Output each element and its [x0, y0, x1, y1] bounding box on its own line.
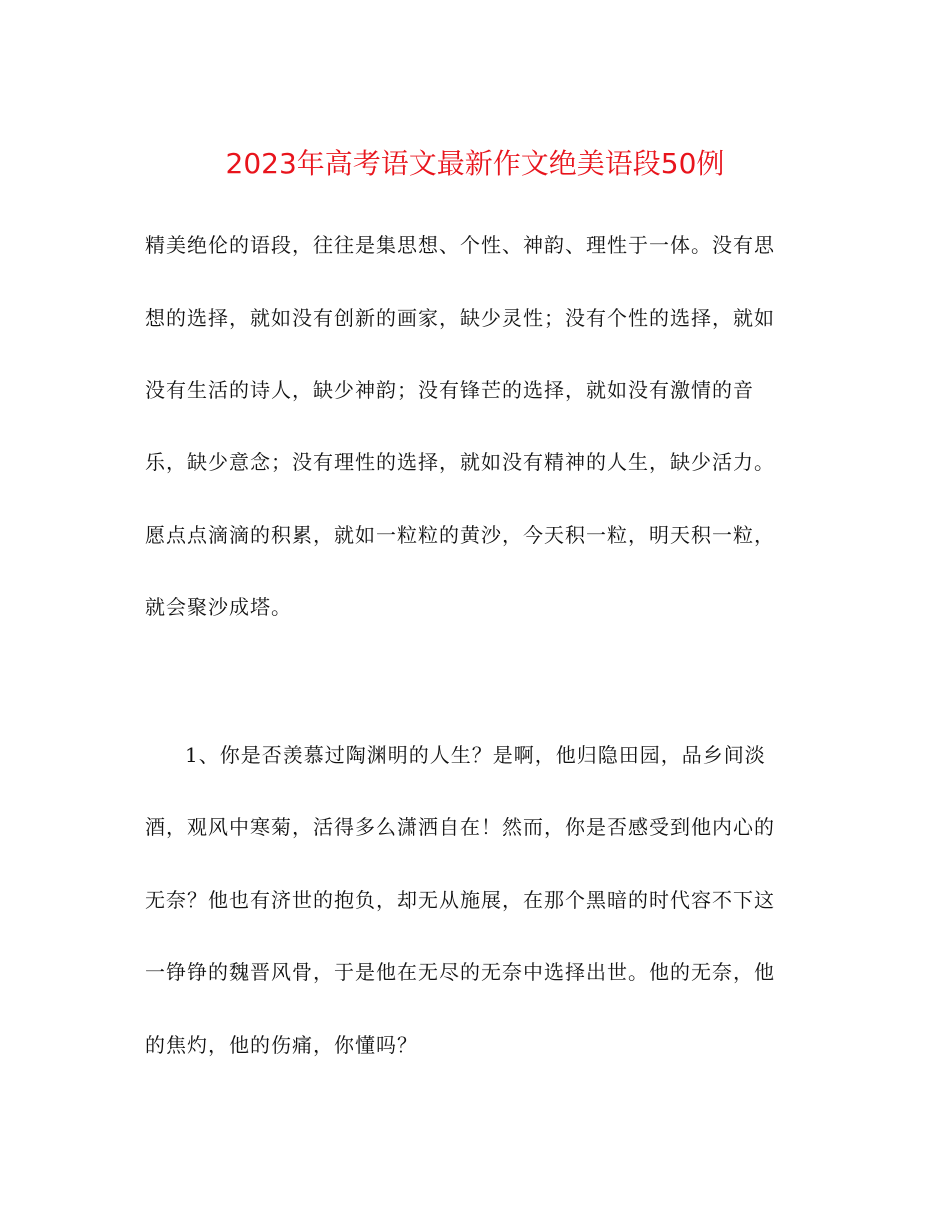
text-line: 的焦灼，他的伤痛，你懂吗？ — [145, 1033, 418, 1057]
text-line: 一铮铮的魏晋风骨，于是他在无尽的无奈中选择出世。他的无奈，他 — [145, 960, 775, 984]
text-line: 1、你是否羡慕过陶渊明的人生？是啊，他归隐田园，品乡间淡 — [185, 743, 766, 767]
text-line: 无奈？他也有济世的抱负，却无从施展，在那个黑暗的时代容不下这 — [145, 888, 775, 912]
text-line: 想的选择，就如没有创新的画家，缺少灵性；没有个性的选择，就如 — [145, 306, 775, 330]
text-line: 没有生活的诗人，缺少神韵；没有锋芒的选择，就如没有激情的音 — [145, 378, 754, 402]
document-title: 2023年高考语文最新作文绝美语段50例 — [225, 147, 725, 180]
text-line: 酒，观风中寒菊，活得多么潇洒自在！然而，你是否感受到他内心的 — [145, 815, 775, 839]
text-line: 精美绝伦的语段，往往是集思想、个性、神韵、理性于一体。没有思 — [145, 233, 775, 257]
text-line: 就会聚沙成塔。 — [145, 595, 292, 619]
text-line: 愿点点滴滴的积累，就如一粒粒的黄沙，今天积一粒，明天积一粒， — [145, 523, 775, 547]
text-line: 乐，缺少意念；没有理性的选择，就如没有精神的人生，缺少活力。 — [145, 450, 775, 474]
